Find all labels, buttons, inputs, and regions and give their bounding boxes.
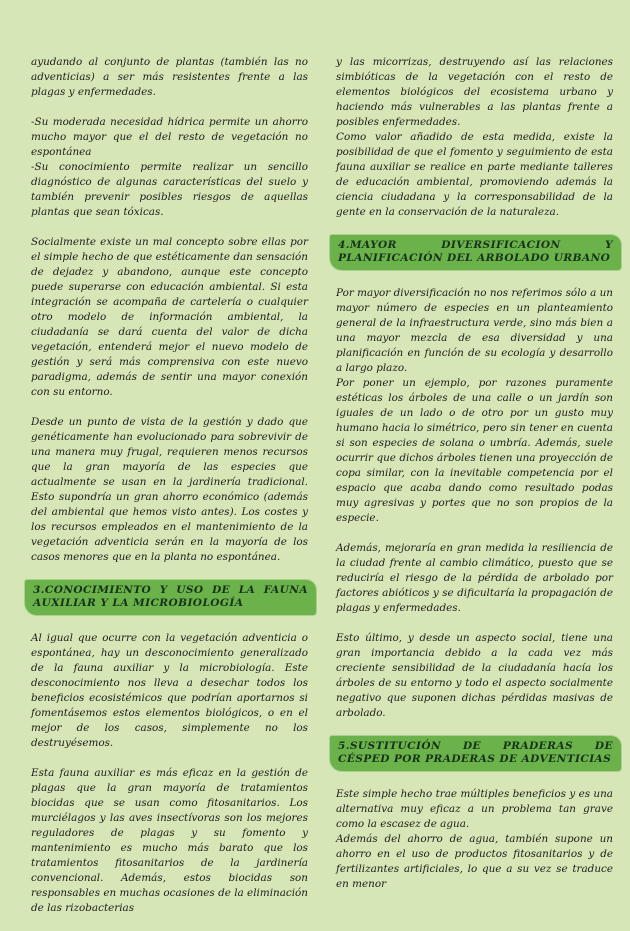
paragraph: Desde un punto de vista de la gestión y dado que genéticamente han evolucionado para sobrevivir de una manera muy frugal, requieren menos recursos que la gran mayoría de las especies que actualmente se usan en la jardinería tradicional. Esto supondría un gran ahorro económico (además del ambiental que hemos visto antes). Los costes y los recursos empleados en el mantenimiento de la vegetación adventicia serán en la mayoría de los casos menores que en la planta no espontánea.: [31, 416, 308, 563]
section-heading-3: [25, 580, 316, 615]
section-heading-text: 5.SUSTITUCIÓN DE PRADERAS DE CÉSPED POR PRADERAS DE ADVENTICIAS: [338, 740, 613, 765]
paragraph: Socialmente existe un mal concepto sobre ellas por el simple hecho de que estéticamente dan sensación de dejadez y abandono, aunque este concepto puede superarse con educación ambiental. Si esta integración se acompaña de cartelería o cualquier otro modelo de información ambiental, la ciudadanía se dará cuenta del valor de dicha vegetación, entenderá mejor el nuevo modelo de gestión y será más comprensiva con este nuevo paradigma, además de sentir una mayor conexión con su entorno.: [31, 236, 308, 398]
paragraph: Esta fauna auxiliar es más eficaz en la gestión de plagas que la gran mayoría de tratamientos biocidas que se usan como fitosanitarios. Los murciélagos y las aves insectívoras son los mejores reguladores de plagas y su fomento y mantenimiento es mucho más barato que los tratamientos fitosanitarios de la jardinería convencional. Además, estos biocidas son responsables en muchas ocasiones de la eliminación de las rizobacterias: [31, 767, 308, 914]
section-heading-4: [330, 235, 621, 270]
paragraph: -Su moderada necesidad hídrica permite un ahorro mucho mayor que el del resto de vegetación no espontánea: [31, 116, 308, 158]
section-heading-text: 3.CONOCIMIENTO Y USO DE LA FAUNA AUXILIAR Y LA MICROBIOLOGÍA: [33, 584, 308, 609]
section-heading-5: [330, 736, 621, 771]
paragraph: y las micorrizas, destruyendo así las relaciones simbióticas de la vegetación con el resto de elementos biológicos del ecosistema urbano y haciendo más vulnerables a las plantas frente a posibles enfermedades.: [336, 56, 613, 128]
paragraph: Esto último, y desde un aspecto social, tiene una gran importancia debido a la cada vez más creciente sensibilidad de la ciudadanía hacía los árboles de su entorno y todo el aspecto socialmente negativo que suponen dichas pérdidas masivas de arbolado.: [336, 632, 613, 719]
right-column: [336, 55, 613, 907]
paragraph: Además, mejoraría en gran medida la resiliencia de la ciudad frente al cambio climático, puesto que se reduciría el riesgo de la pérdida de arbolado por factores abióticos y se dificultaría la propagación de plagas y enfermedades.: [336, 542, 613, 614]
paragraph: Por mayor diversificación no nos referimos sólo a un mayor número de especies en un planteamiento general de la infraestructura verde, sino más bien a una mayor mezcla de esa diversidad y una planificación en función de su ecología y desarrollo a largo plazo.: [336, 287, 613, 374]
left-column: [31, 55, 308, 931]
paragraph: Al igual que ocurre con la vegetación adventicia o espontánea, hay un desconocimiento generalizado de la fauna auxiliar y la microbiología. Este desconocimiento nos lleva a desechar todos los beneficios ecosistémicos que podrían aportarnos si fomentásemos estos elementos biológicos, o en el mejor de los casos, simplemente no los destruyésemos.: [31, 632, 308, 749]
paragraph: Este simple hecho trae múltiples beneficios y es una alternativa muy eficaz a un problema tan grave como la escasez de agua.: [336, 788, 613, 830]
paragraph: Además del ahorro de agua, también supone un ahorro en el uso de productos fitosanitarios y de fertilizantes artificiales, lo que a su vez se traduce en menor: [336, 833, 613, 890]
paragraph: Como valor añadido de esta medida, existe la posibilidad de que el fomento y seguimiento de esta fauna auxiliar se realice en parte mediante talleres de educación ambiental, promoviendo además la ciencia ciudadana y la corresponsabilidad de la gente en la conservación de la naturaleza.: [336, 131, 613, 218]
paragraph: ayudando al conjunto de plantas (también las no adventicias) a ser más resistentes frente a las plagas y enfermedades.: [31, 56, 308, 98]
section-heading-text: 4.MAYOR DIVERSIFICACION Y PLANIFICACIÓN DEL ARBOLADO URBANO: [338, 239, 613, 264]
paragraph: Por poner un ejemplo, por razones puramente estéticas los árboles de una calle o un jardín son iguales de un lado o de otro por un gusto muy humano hacia lo simétrico, pero sin tener en cuenta si son especies de solana o umbría. Además, suele ocurrir que dichos árboles tienen una proyección de copa similar, con la inevitable competencia por el espacio que acaba dando como resultado podas muy agresivas y portes que no son propios de la especie.: [336, 377, 613, 524]
paragraph: -Su conocimiento permite realizar un sencillo diagnóstico de algunas características del suelo y también prevenir posibles riesgos de aquellas plantas que sean tóxicas.: [31, 161, 308, 218]
